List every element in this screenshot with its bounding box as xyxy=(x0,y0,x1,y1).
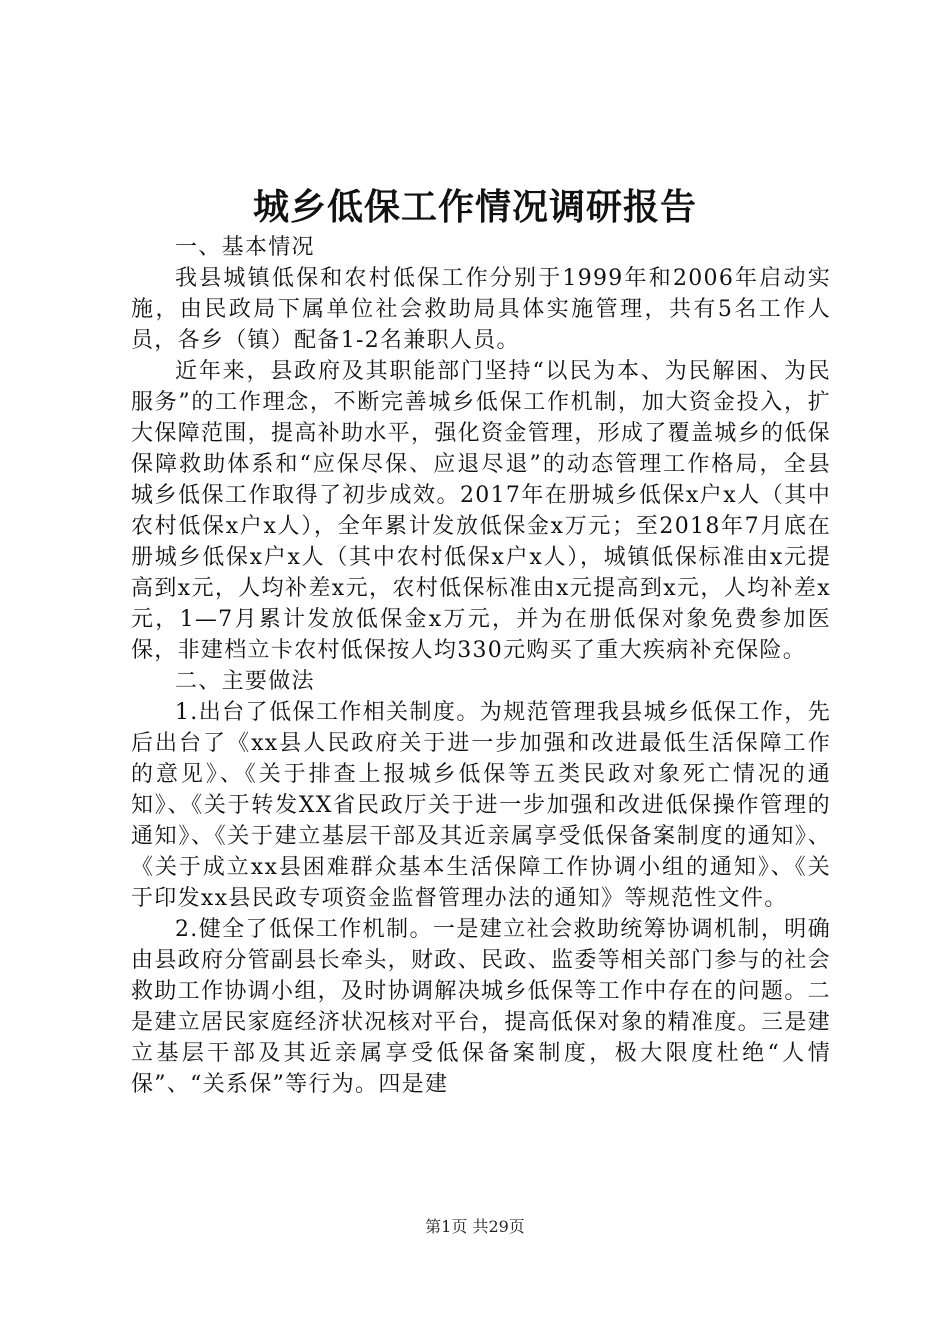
paragraph-mechanisms: 2.健全了低保工作机制。一是建立社会救助统筹协调机制，明确由县政府分管副县长牵头，财政、民政、监委等相关部门参与的社会救助工作协调小组，及时协调解决城乡低保等工作中存在的问题。二是建立居民家庭经济状况核对平台，提高低保对象的精准度。三是建立基层干部及其近亲属享受低保备案制度，极大限度杜绝“人情保”、“关系保”等行为。四是建 xyxy=(131,917,831,1097)
paragraph-regulations: 1.出台了低保工作相关制度。为规范管理我县城乡低保工作，先后出台了《xx县人民政府关于进一步加强和改进最低生活保障工作的意见》、《关于排查上报城乡低保等五类民政对象死亡情况的通知》、《关于转发XX省民政厅关于进一步加强和改进低保操作管理的通知》、《关于建立基层干部及其近亲属享受低保备案制度的通知》、《关于成立xx县困难群众基本生活保障工作协调小组的通知》、《关于印发xx县民政专项资金监督管理办法的通知》等规范性文件。 xyxy=(131,700,831,911)
page-number-footer: 第1页 共29页 xyxy=(425,1217,525,1236)
document-body xyxy=(131,232,831,1100)
document-title: 城乡低保工作情况调研报告 xyxy=(252,186,697,228)
section-heading-main-practices: 二、主要做法 xyxy=(175,669,315,694)
paragraph-achievements: 近年来，县政府及其职能部门坚持“以民为本、为民解困、为民服务”的工作理念，不断完善城乡低保工作机制，加大资金投入，扩大保障范围，提高补助水平，强化资金管理，形成了覆盖城乡的低保保障救助体系和“应保尽保、应退尽退”的动态管理工作格局，全县城乡低保工作取得了初步成效。2017年在册城乡低保x户x人（其中农村低保x户x人），全年累计发放低保金x万元；至2018年7月底在册城乡低保x户x人（其中农村低保x户x人），城镇低保标准由x元提高到x元，人均补差x元，农村低保标准由x元提高到x元，人均补差x元，1—7月累计发放低保金x万元，并为在册低保对象免费参加医保，非建档立卡农村低保按人均330元购买了重大疾病补充保险。 xyxy=(131,359,831,663)
paragraph-launch-dates: 我县城镇低保和农村低保工作分别于1999年和2006年启动实施，由民政局下属单位社会救助局具体实施管理，共有5名工作人员，各乡（镇）配备1-2名兼职人员。 xyxy=(131,266,831,353)
section-heading-basic-situation: 一、基本情况 xyxy=(175,235,315,260)
